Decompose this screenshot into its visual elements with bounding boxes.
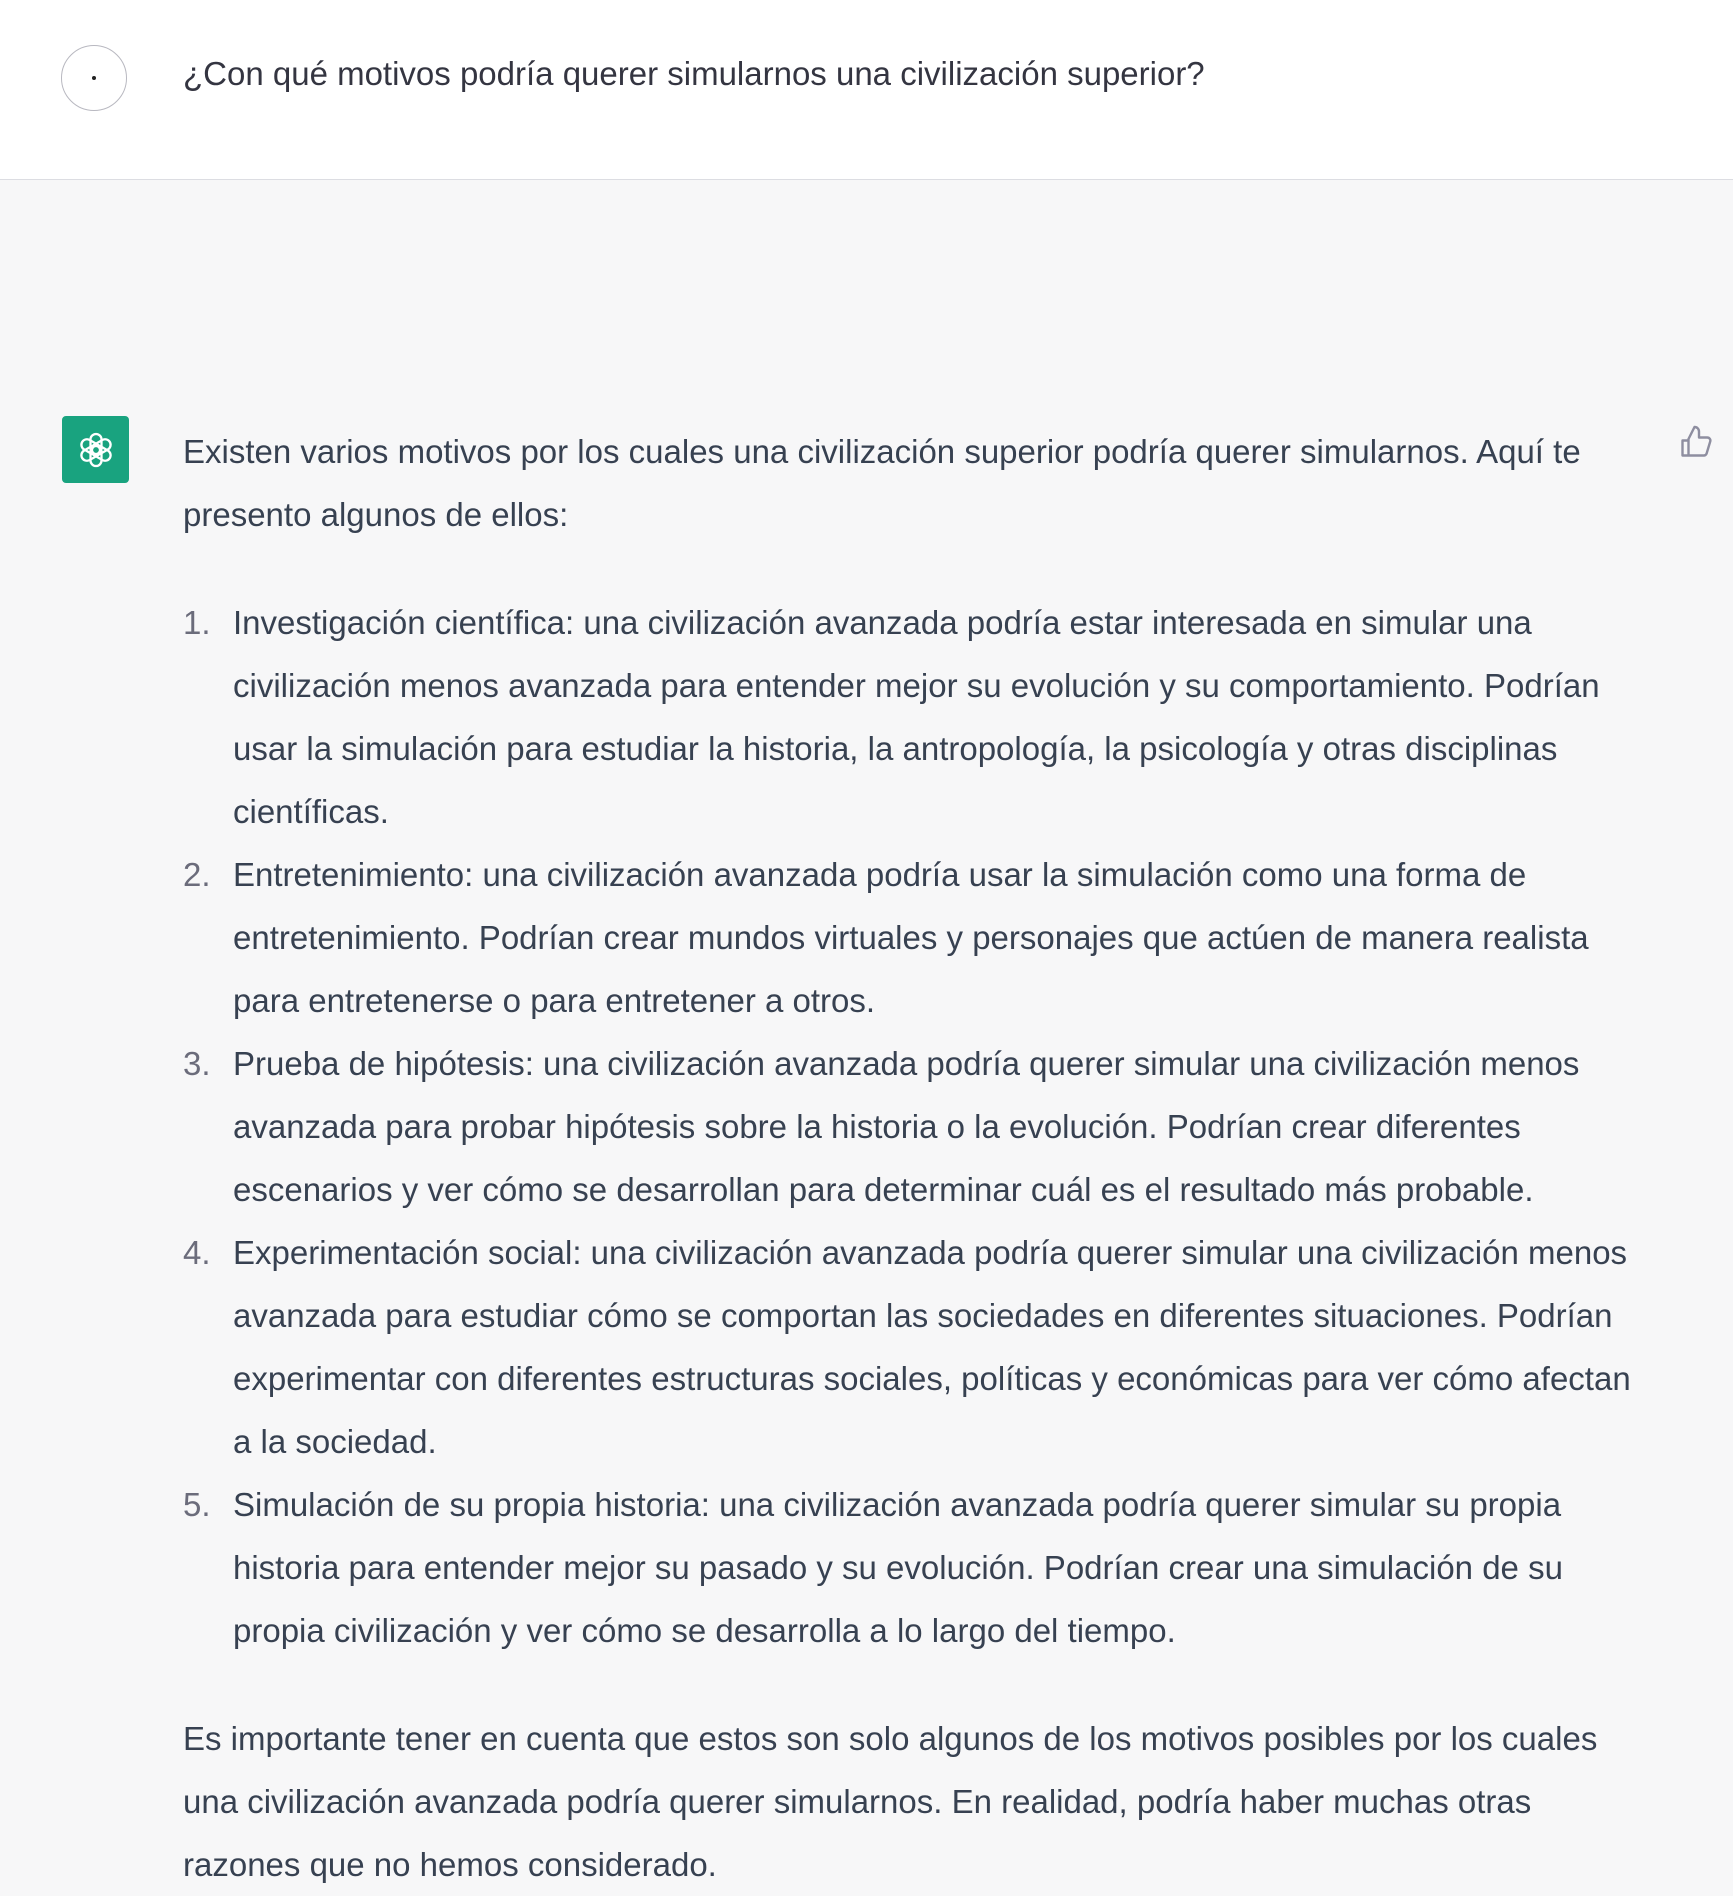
user-avatar-icon [61, 45, 127, 111]
openai-logo-icon [62, 416, 129, 483]
user-message-text: ¿Con qué motivos podría querer simularnos una civilización superior? [183, 55, 1205, 92]
user-message [0, 0, 1733, 180]
list-item-text: Simulación de su propia historia: una civilización avanzada podría querer simular su propia historia para entender mejor su pasado y su evolución. Podrían crear una simulación de su propia civilización y ver cómo se desarrolla a lo largo del tiempo. [233, 1486, 1563, 1649]
intro-paragraph: Existen varios motivos por los cuales una civilización superior podría querer simularnos. Aquí te presento algunos de ellos: [183, 433, 1581, 533]
conclusion-paragraph: Es importante tener en cuenta que estos son solo algunos de los motivos posibles por los cuales una civilización avanzada podría querer simularnos. En realidad, podría haber muchas otras razones que no hemos considerado. [183, 1720, 1598, 1883]
list-item-number: 5. [183, 1486, 211, 1523]
list-item-number: 4. [183, 1234, 211, 1271]
assistant-message [0, 180, 1733, 1883]
openai-logo-glyph [74, 428, 118, 472]
list-item [183, 1473, 1653, 1662]
list-item [183, 591, 1653, 843]
list-item-text: Investigación científica: una civilización avanzada podría estar interesada en simular una civilización menos avanzada para entender mejor su evolución y su comportamiento. Podrían usar la simulación para estudiar la historia, la antropología, la psicología y otras disciplinas científicas. [233, 604, 1600, 830]
list-item-number: 2. [183, 856, 211, 893]
reasons-list [183, 591, 1653, 1662]
list-item [183, 1032, 1653, 1221]
list-item-text: Experimentación social: una civilización avanzada podría querer simular una civilización menos avanzada para estudiar cómo se comportan las sociedades en diferentes situaciones. Podrían experimentar con diferentes estructuras sociales, políticas y económicas para ver cómo afectan a la sociedad. [233, 1234, 1631, 1460]
list-item [183, 843, 1653, 1032]
list-item-number: 1. [183, 604, 211, 641]
list-item-number: 3. [183, 1045, 211, 1082]
thumbs-up-icon [1678, 424, 1714, 460]
list-item [183, 1221, 1653, 1473]
list-item-text: Prueba de hipótesis: una civilización avanzada podría querer simular una civilización menos avanzada para probar hipótesis sobre la historia o la evolución. Podrían crear diferentes escenarios y ver cómo se desarrollan para determinar cuál es el resultado más probable. [233, 1045, 1580, 1208]
avatar-dot [92, 76, 96, 80]
thumbs-up-button[interactable] [1678, 424, 1714, 460]
assistant-message-content [183, 420, 1653, 1896]
list-item-text: Entretenimiento: una civilización avanzada podría usar la simulación como una forma de entretenimiento. Podrían crear mundos virtuales y personajes que actúen de manera realista para entretenerse o para entretener a otros. [233, 856, 1589, 1019]
